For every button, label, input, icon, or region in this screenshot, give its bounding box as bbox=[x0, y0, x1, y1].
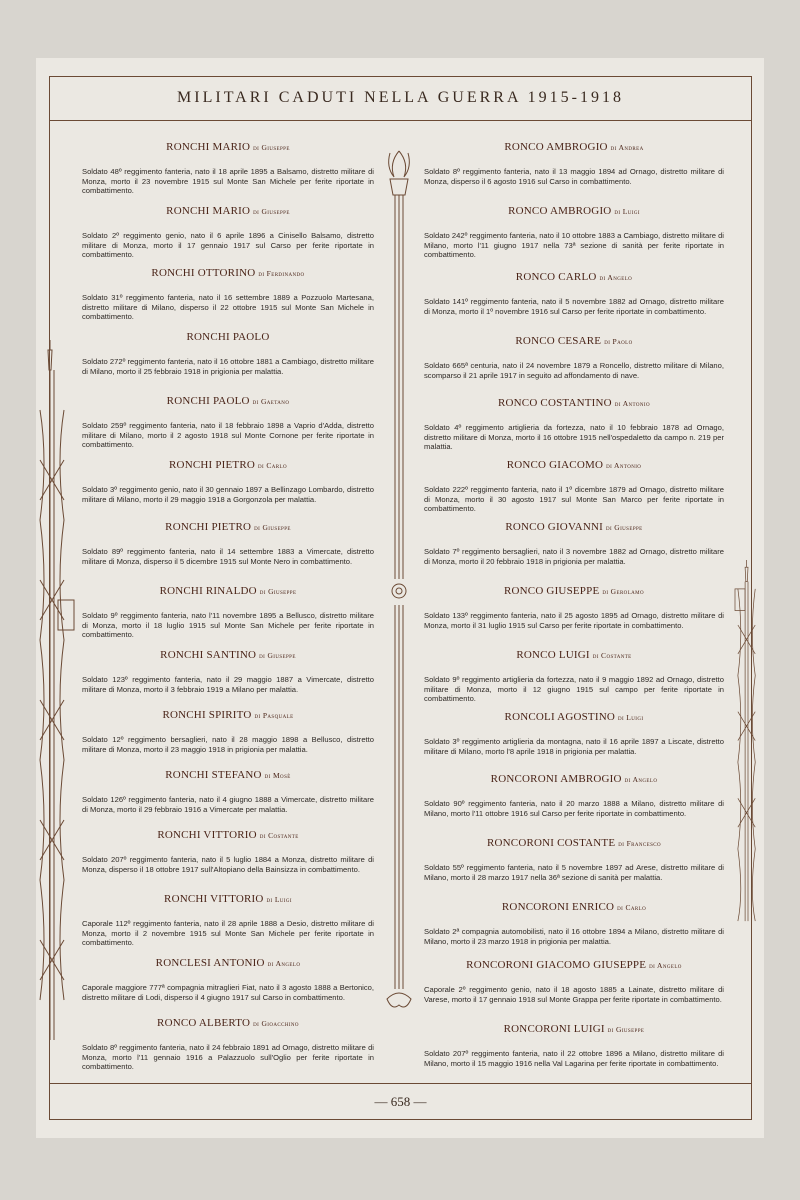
soldier-name: RONCHI VITTORIO bbox=[164, 893, 264, 905]
entry-name bbox=[424, 397, 724, 409]
soldier-name: RONCO ALBERTO bbox=[157, 1017, 251, 1029]
entry-name bbox=[82, 267, 374, 279]
entry-name bbox=[82, 205, 374, 217]
soldier-name: RONCORONI ENRICO bbox=[501, 901, 615, 913]
entry bbox=[424, 335, 724, 380]
soldier-name: RONCHI MARIO bbox=[166, 141, 251, 153]
soldier-name: RONCO AMBROGIO bbox=[508, 205, 612, 217]
entry-name bbox=[82, 829, 374, 841]
soldier-name: RONCO CESARE bbox=[515, 335, 602, 347]
parent-name: di Pasquale bbox=[254, 711, 294, 720]
entry bbox=[424, 397, 724, 452]
parent-name: di Giuseppe bbox=[254, 523, 291, 532]
entry-description: Soldato 3º reggimento artiglieria da montagna, nato il 16 aprile 1897 a Liscate, distretto militare di Milano, morto l'8 aprile 1918 in prigionia per malattia. bbox=[424, 737, 724, 756]
soldier-name: RONCHI OTTORINO bbox=[151, 267, 256, 279]
entry-name bbox=[424, 773, 724, 785]
entry bbox=[82, 395, 374, 450]
entry-name bbox=[82, 769, 374, 781]
soldier-name: RONCO GIUSEPPE bbox=[503, 585, 600, 597]
parent-name: di Angelo bbox=[624, 775, 658, 784]
parent-name: di Paolo bbox=[604, 337, 633, 346]
soldier-name: RONCO CARLO bbox=[515, 271, 597, 283]
entry-name bbox=[82, 957, 374, 969]
entry-description: Soldato 272º reggimento fanteria, nato il 16 ottobre 1881 a Cambiago, distretto militare di Milano, morto il 25 febbraio 1918 in prigionia per malattia. bbox=[82, 357, 374, 376]
entry-description: Soldato 133º reggimento fanteria, nato il 25 agosto 1895 ad Ornago, distretto militare di Monza, morto il 31 luglio 1915 sul Carso per ferite riportate in combattimento. bbox=[424, 611, 724, 630]
soldier-name: RONCHI RINALDO bbox=[159, 585, 257, 597]
parent-name: di Antonio bbox=[606, 461, 642, 470]
soldier-name: RONCO AMBROGIO bbox=[504, 141, 608, 153]
entry bbox=[82, 521, 374, 566]
entry bbox=[82, 585, 374, 640]
entry-name bbox=[424, 271, 724, 283]
parent-name: di Carlo bbox=[258, 461, 287, 470]
entry-name bbox=[424, 837, 724, 849]
entry-name bbox=[424, 1023, 724, 1035]
entry bbox=[82, 459, 374, 504]
entry bbox=[82, 141, 374, 196]
entry bbox=[424, 773, 724, 818]
parent-name: di Angelo bbox=[649, 961, 682, 970]
page-frame bbox=[49, 76, 752, 1120]
parent-name: di Luigi bbox=[614, 207, 640, 216]
entry-description: Soldato 207º reggimento fanteria, nato il 22 ottobre 1896 a Milano, distretto militare di Milano, morto il 15 maggio 1916 nella Val Lagarina per ferite riportate in combattimento. bbox=[424, 1049, 724, 1068]
soldier-name: RONCORONI AMBROGIO bbox=[490, 773, 622, 785]
entry bbox=[424, 459, 724, 514]
entry-name bbox=[424, 901, 724, 913]
parent-name: di Mosè bbox=[264, 771, 291, 780]
entry-name bbox=[82, 649, 374, 661]
entry-description: Soldato 8º reggimento fanteria, nato il 13 maggio 1894 ad Ornago, distretto militare di Monza, disperso il 6 agosto 1916 sul Carso in combattimento. bbox=[424, 167, 724, 186]
page-title: MILITARI CADUTI NELLA GUERRA 1915-1918 bbox=[177, 89, 624, 106]
soldier-name: RONCO GIACOMO bbox=[506, 459, 604, 471]
entry-description: Soldato 222º reggimento fanteria, nato il 1º dicembre 1879 ad Ornago, distretto militare di Monza, morto il 30 agosto 1917 sul Monte San Marco per ferite riportate in combattimento. bbox=[424, 485, 724, 514]
entry-name bbox=[424, 521, 724, 533]
entry bbox=[424, 271, 724, 316]
entry-description: Caporale 2º reggimento genio, nato il 18 agosto 1885 a Lainate, distretto militare di Varese, morto il 17 gennaio 1918 sul Monte Grappa per ferite riportate in combattimento. bbox=[424, 985, 724, 1004]
entry-name bbox=[82, 893, 374, 905]
entry-description: Soldato 126º reggimento fanteria, nato il 4 giugno 1888 a Vimercate, distretto militare di Monza, morto il 29 febbraio 1916 a Vimercate per malattia. bbox=[82, 795, 374, 814]
entry-description: Soldato 90º reggimento fanteria, nato il 20 marzo 1888 a Milano, distretto militare di Milano, morto l'11 ottobre 1916 sul Carso per ferite riportate in combattimento. bbox=[424, 799, 724, 818]
entry-name bbox=[82, 395, 374, 407]
entry-description: Soldato 242º reggimento fanteria, nato il 10 ottobre 1883 a Cambiago, distretto militare di Milano, morto l'11 giugno 1917 nella 73ª sezione di sanità per ferite riportate in combattimento. bbox=[424, 231, 724, 260]
soldier-name: RONCHI PAOLO bbox=[166, 395, 250, 407]
entry bbox=[424, 141, 724, 186]
entry bbox=[82, 1017, 374, 1072]
entry bbox=[82, 649, 374, 694]
entry-name bbox=[424, 459, 724, 471]
parent-name: di Costante bbox=[592, 651, 632, 660]
entry bbox=[82, 829, 374, 874]
parent-name: di Costante bbox=[259, 831, 299, 840]
entry-name bbox=[82, 585, 374, 597]
entry-description: Soldato 123º reggimento fanteria, nato il 29 maggio 1887 a Vimercate, distretto militare di Monza, morto il 3 febbraio 1919 a Milano per malattia. bbox=[82, 675, 374, 694]
soldier-name: RONCHI MARIO bbox=[166, 205, 251, 217]
entry-name bbox=[424, 649, 724, 661]
entry bbox=[82, 331, 374, 376]
entry bbox=[82, 205, 374, 260]
parent-name: di Gerolamo bbox=[602, 587, 645, 596]
entry bbox=[424, 585, 724, 630]
entry-name bbox=[82, 1017, 374, 1029]
parent-name: di Giuseppe bbox=[259, 651, 296, 660]
soldier-name: RONCORONI LUIGI bbox=[503, 1023, 605, 1035]
entry-name bbox=[82, 459, 374, 471]
soldier-name: RONCORONI COSTANTE bbox=[486, 837, 616, 849]
entry bbox=[424, 1023, 724, 1068]
soldier-name: RONCHI VITTORIO bbox=[157, 829, 257, 841]
soldier-name: RONCHI PIETRO bbox=[165, 521, 252, 533]
entry-description: Soldato 3º reggimento genio, nato il 30 gennaio 1897 a Bellinzago Lombardo, distretto militare di Milano, morto il 29 maggio 1918 a Gorgonzola per malattia. bbox=[82, 485, 374, 504]
entry-name bbox=[424, 141, 724, 153]
soldier-name: RONCHI SANTINO bbox=[160, 649, 257, 661]
entry bbox=[424, 959, 724, 1004]
page-footer bbox=[50, 1083, 751, 1119]
entry-name bbox=[82, 331, 374, 343]
parent-name: di Ferdinando bbox=[258, 269, 305, 278]
entry-description: Soldato 259º reggimento fanteria, nato il 18 febbraio 1898 a Vaprio d'Adda, distretto militare di Milano, morto il 2 agosto 1918 sul Monte Cornone per ferite riportate in combattimento. bbox=[82, 421, 374, 450]
soldier-name: RONCO COSTANTINO bbox=[497, 397, 612, 409]
entry-name bbox=[424, 585, 724, 597]
soldier-name: RONCHI STEFANO bbox=[165, 769, 262, 781]
entry-description: Soldato 207º reggimento fanteria, nato il 5 luglio 1884 a Monza, distretto militare di Monza, disperso il 18 ottobre 1917 sull'Altopiano della Bainsizza in combattimento. bbox=[82, 855, 374, 874]
parent-name: di Antonio bbox=[614, 399, 651, 408]
parent-name: di Luigi bbox=[617, 713, 644, 722]
parent-name: di Giuseppe bbox=[607, 1025, 645, 1034]
entry bbox=[82, 709, 374, 754]
entry-description: Soldato 31º reggimento fanteria, nato il 16 settembre 1889 a Pozzuolo Martesana, distretto militare di Milano, disperso il 22 ottobre 1915 sul Monte San Michele in combattimento. bbox=[82, 293, 374, 322]
entry bbox=[82, 769, 374, 814]
page-number: — 658 — bbox=[374, 1094, 427, 1109]
entry-description: Soldato 665ª centuria, nato il 24 novembre 1879 a Roncello, distretto militare di Milano, scomparso il 21 aprile 1917 in seguito ad affondamento di nave. bbox=[424, 361, 724, 380]
soldier-name: RONCHI SPIRITO bbox=[162, 709, 252, 721]
torch-column-ornament bbox=[384, 149, 414, 1029]
entry bbox=[82, 267, 374, 322]
soldier-name: RONCLESI ANTONIO bbox=[155, 957, 265, 969]
entry bbox=[82, 957, 374, 1002]
soldier-name: RONCHI PAOLO bbox=[186, 331, 270, 343]
entry bbox=[424, 901, 724, 946]
parent-name: di Francesco bbox=[618, 839, 662, 848]
entry bbox=[424, 711, 724, 756]
parent-name: di Luigi bbox=[266, 895, 292, 904]
parent-name: di Gaetano bbox=[252, 397, 290, 406]
entry-description: Soldato 9º reggimento artiglieria da fortezza, nato il 9 maggio 1892 ad Ornago, distretto militare di Monza, morto il 12 giugno 1915 sul campo per ferite riportate in combattimento. bbox=[424, 675, 724, 704]
parent-name: di Giuseppe bbox=[253, 207, 290, 216]
soldier-name: RONCOLI AGOSTINO bbox=[504, 711, 615, 723]
entry-description: Soldato 55º reggimento fanteria, nato il 5 novembre 1897 ad Arese, distretto militare di Milano, morto il 28 marzo 1917 nella 36ª sezione di sanità per malattia. bbox=[424, 863, 724, 882]
soldier-name: RONCHI PIETRO bbox=[169, 459, 256, 471]
entry bbox=[424, 521, 724, 566]
parent-name: di Giuseppe bbox=[605, 523, 643, 532]
entry-description: Soldato 12º reggimento bersaglieri, nato il 28 maggio 1898 a Bellusco, distretto militare di Monza, morto il 23 maggio 1918 in prigionia per malattia. bbox=[82, 735, 374, 754]
parent-name: di Angelo bbox=[267, 959, 301, 968]
parent-name: di Angelo bbox=[599, 273, 633, 282]
entry-description: Soldato 4º reggimento artiglieria da fortezza, nato il 10 febbraio 1878 ad Ornago, distretto militare di Monza, morto il 16 ottobre 1915 nell'ospedaletto da campo n. 219 per malattia. bbox=[424, 423, 724, 452]
entry-name bbox=[82, 141, 374, 153]
entry-name bbox=[424, 205, 724, 217]
entry bbox=[82, 893, 374, 948]
soldier-name: RONCORONI GIACOMO GIUSEPPE bbox=[466, 959, 647, 971]
parent-name: di Andrea bbox=[610, 143, 644, 152]
entry-description: Soldato 2º reggimento genio, nato il 6 aprile 1896 a Cinisello Balsamo, distretto militare di Monza, morto il 17 gennaio 1917 sul Carso per ferite riportate in combattimento. bbox=[82, 231, 374, 260]
soldier-name: RONCO LUIGI bbox=[516, 649, 590, 661]
parent-name: di Giuseppe bbox=[259, 587, 297, 596]
entry-name bbox=[424, 711, 724, 723]
entry-description: Caporale 112º reggimento fanteria, nato il 28 aprile 1888 a Desio, distretto militare di Monza, morto il 2 novembre 1915 sul Monte San Michele per ferite riportate in combattimento. bbox=[82, 919, 374, 948]
entry-description: Soldato 7º reggimento bersaglieri, nato il 3 novembre 1882 ad Ornago, distretto militare di Monza, morto il 20 febbraio 1918 in prigionia per malattia. bbox=[424, 547, 724, 566]
entry bbox=[424, 649, 724, 704]
entry-description: Soldato 2ª compagnia automobilisti, nato il 16 ottobre 1894 a Milano, distretto militare di Milano, morto il 23 marzo 1918 in prigionia per malattia. bbox=[424, 927, 724, 946]
parent-name: di Carlo bbox=[617, 903, 647, 912]
entry bbox=[424, 205, 724, 260]
entry-description: Soldato 9º reggimento fanteria, nato l'11 novembre 1895 a Bellusco, distretto militare di Monza, morto il 18 luglio 1915 sul Monte San Michele per ferite riportate in combattimento. bbox=[82, 611, 374, 640]
page-header bbox=[50, 77, 751, 121]
entry-name bbox=[424, 959, 724, 971]
entry-name bbox=[82, 709, 374, 721]
parent-name: di Gioacchino bbox=[253, 1019, 299, 1028]
parent-name: di Giuseppe bbox=[253, 143, 290, 152]
entry-description: Soldato 89º reggimento fanteria, nato il 14 settembre 1883 a Vimercate, distretto militare di Monza, disperso il 5 dicembre 1915 sul Monte Nero in combattimento. bbox=[82, 547, 374, 566]
entry-description: Soldato 8º reggimento fanteria, nato il 24 febbraio 1891 ad Ornago, distretto militare di Monza, morto l'11 gennaio 1916 a Palazzuolo sull'Oglio per ferite riportate in combattimento. bbox=[82, 1043, 374, 1072]
entry-name bbox=[424, 335, 724, 347]
entry bbox=[424, 837, 724, 882]
soldier-name: RONCO GIOVANNI bbox=[505, 521, 603, 533]
entry-description: Caporale maggiore 777ª compagnia mitraglieri Fiat, nato il 3 agosto 1888 a Bertonico, distretto militare di Lodi, disperso il 4 giugno 1917 sul Carso in combattimento. bbox=[82, 983, 374, 1002]
entry-name bbox=[82, 521, 374, 533]
entry-description: Soldato 48º reggimento fanteria, nato il 18 aprile 1895 a Balsamo, distretto militare di Monza, morto il 23 novembre 1915 sul Monte San Michele per ferite riportate in combattimento. bbox=[82, 167, 374, 196]
entry-description: Soldato 141º reggimento fanteria, nato il 5 novembre 1882 ad Ornago, distretto militare di Monza, morto il 1º novembre 1916 sul Carso per ferite riportate in combattimento. bbox=[424, 297, 724, 316]
